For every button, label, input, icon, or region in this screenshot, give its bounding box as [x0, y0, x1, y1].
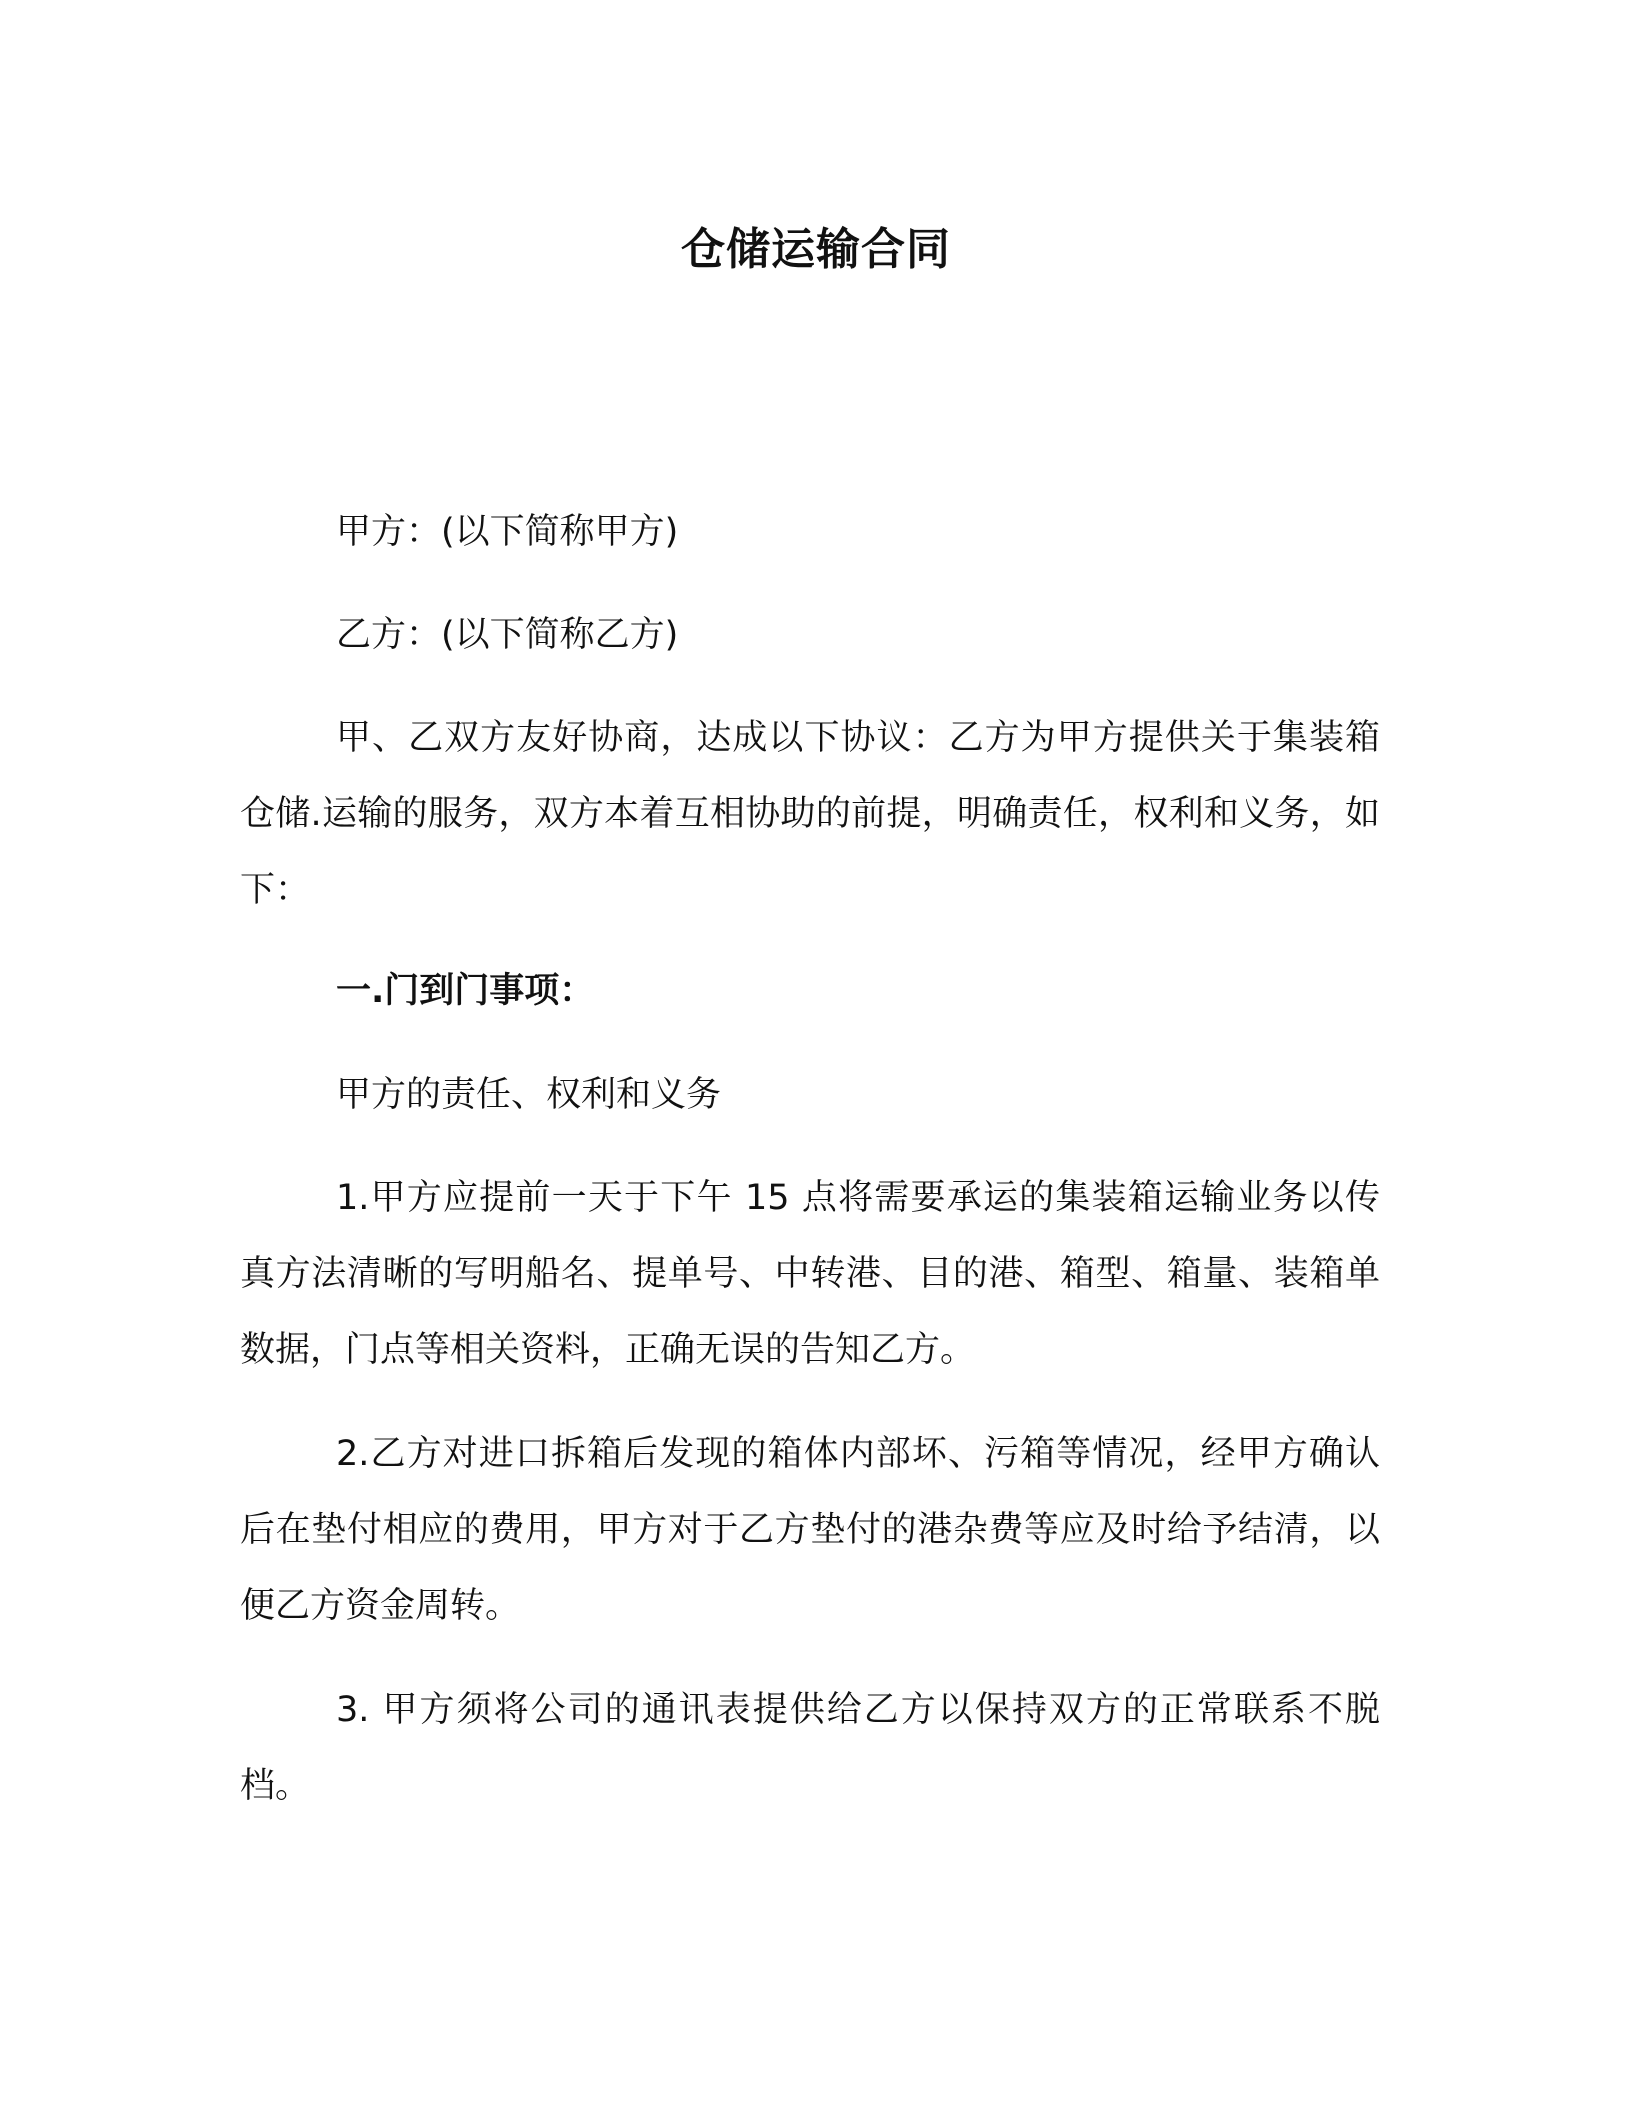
- document-title: 仓储运输合同: [681, 224, 951, 275]
- subheading-party-a-responsibilities: 甲方的责任、权利和义务: [336, 1075, 722, 1115]
- party-b-line: 乙方：(以下简称乙方): [336, 615, 679, 655]
- clause-1-paragraph: 1.甲方应提前一天于下午 15 点将需要承运的集装箱运输业务以传真方法清晰的写明船名、提单号、中转港、目的港、箱型、箱量、装箱单数据，门点等相关资料，正确无误的告知乙方。: [240, 1178, 1380, 1370]
- clause-2-paragraph: 2.乙方对进口拆箱后发现的箱体内部坏、污箱等情况，经甲方确认后在垫付相应的费用，甲方对于乙方垫付的港杂费等应及时给予结清，以便乙方资金周转。: [240, 1434, 1380, 1626]
- party-a-line: 甲方：(以下简称甲方): [336, 512, 679, 552]
- clause-3-paragraph: 3. 甲方须将公司的通讯表提供给乙方以保持双方的正常联系不脱档。: [240, 1690, 1380, 1806]
- section-heading-door-to-door: 一.门到门事项：: [336, 971, 595, 1011]
- agreement-intro-paragraph: 甲、乙双方友好协商，达成以下协议：乙方为甲方提供关于集装箱仓储.运输的服务，双方本着互相协助的前提，明确责任，权利和义务，如下：: [240, 718, 1380, 910]
